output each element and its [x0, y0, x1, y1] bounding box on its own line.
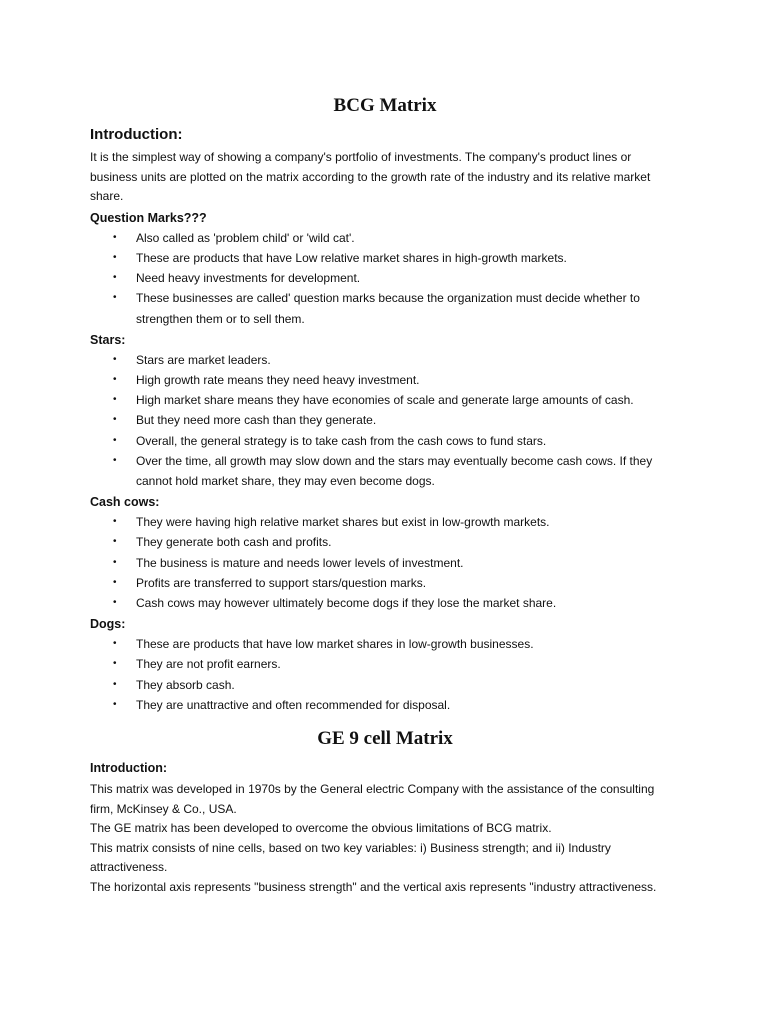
list-item: • They absorb cash. — [90, 675, 680, 695]
list-item: • They are unattractive and often recommended for disposal. — [90, 695, 680, 715]
bcg-title: BCG Matrix — [333, 95, 437, 116]
ge-paragraph: The GE matrix has been developed to overcome the obvious limitations of BCG matrix. — [90, 821, 552, 836]
cash-cows-list — [90, 512, 680, 613]
list-item: • They are not profit earners. — [90, 654, 680, 674]
list-item: • These businesses are called' question marks because the organization must decide whether to strengthen them or to sell them. — [90, 288, 680, 328]
bcg-intro-text: It is the simplest way of showing a company's portfolio of investments. The company's product lines or business units are plotted on the matrix according to the growth rate of the industry and its relative market share. — [90, 150, 651, 204]
dogs-list — [90, 634, 680, 715]
list-item: • Overall, the general strategy is to take cash from the cash cows to fund stars. — [90, 431, 680, 451]
cash-cows-heading: Cash cows: — [90, 495, 160, 510]
dogs-heading: Dogs: — [90, 617, 126, 632]
list-item: • High growth rate means they need heavy investment. — [90, 370, 680, 390]
ge-paragraph: This matrix consists of nine cells, based on two key variables: i) Business strength; and ii) Industry attractiveness. — [90, 840, 611, 875]
question-marks-list — [90, 228, 680, 329]
list-item: • High market share means they have economies of scale and generate large amounts of cash. — [90, 390, 680, 410]
list-item: • They generate both cash and profits. — [90, 532, 680, 552]
ge-intro-heading: Introduction: — [90, 761, 168, 776]
bcg-intro-heading: Introduction: — [90, 126, 183, 143]
list-item: • Need heavy investments for development. — [90, 268, 680, 288]
list-item: • Stars are market leaders. — [90, 350, 680, 370]
stars-heading: Stars: — [90, 332, 126, 347]
list-item: • Also called as 'problem child' or 'wild cat'. — [90, 228, 680, 248]
list-item: • Profits are transferred to support stars/question marks. — [90, 573, 680, 593]
document-content — [90, 92, 680, 898]
list-item: • The business is mature and needs lower levels of investment. — [90, 553, 680, 573]
question-marks-heading: Question Marks??? — [90, 210, 207, 225]
list-item: • These are products that have Low relative market shares in high-growth markets. — [90, 248, 680, 268]
stars-list — [90, 350, 680, 491]
ge-title: GE 9 cell Matrix — [317, 728, 453, 750]
list-item: • They were having high relative market shares but exist in low-growth markets. — [90, 512, 680, 532]
list-item: • Cash cows may however ultimately become dogs if they lose the market share. — [90, 593, 680, 613]
ge-paragraph: The horizontal axis represents "business strength" and the vertical axis represents "industry attractiveness. — [90, 880, 657, 895]
list-item: • Over the time, all growth may slow down and the stars may eventually become cash cows. If they cannot hold market share, they may even become dogs. — [90, 451, 680, 491]
list-item: • But they need more cash than they generate. — [90, 410, 680, 430]
ge-paragraph: This matrix was developed in 1970s by the General electric Company with the assistance of the consulting firm, McKinsey & Co., USA. — [90, 782, 655, 816]
list-item: • These are products that have low market shares in low-growth businesses. — [90, 634, 680, 654]
